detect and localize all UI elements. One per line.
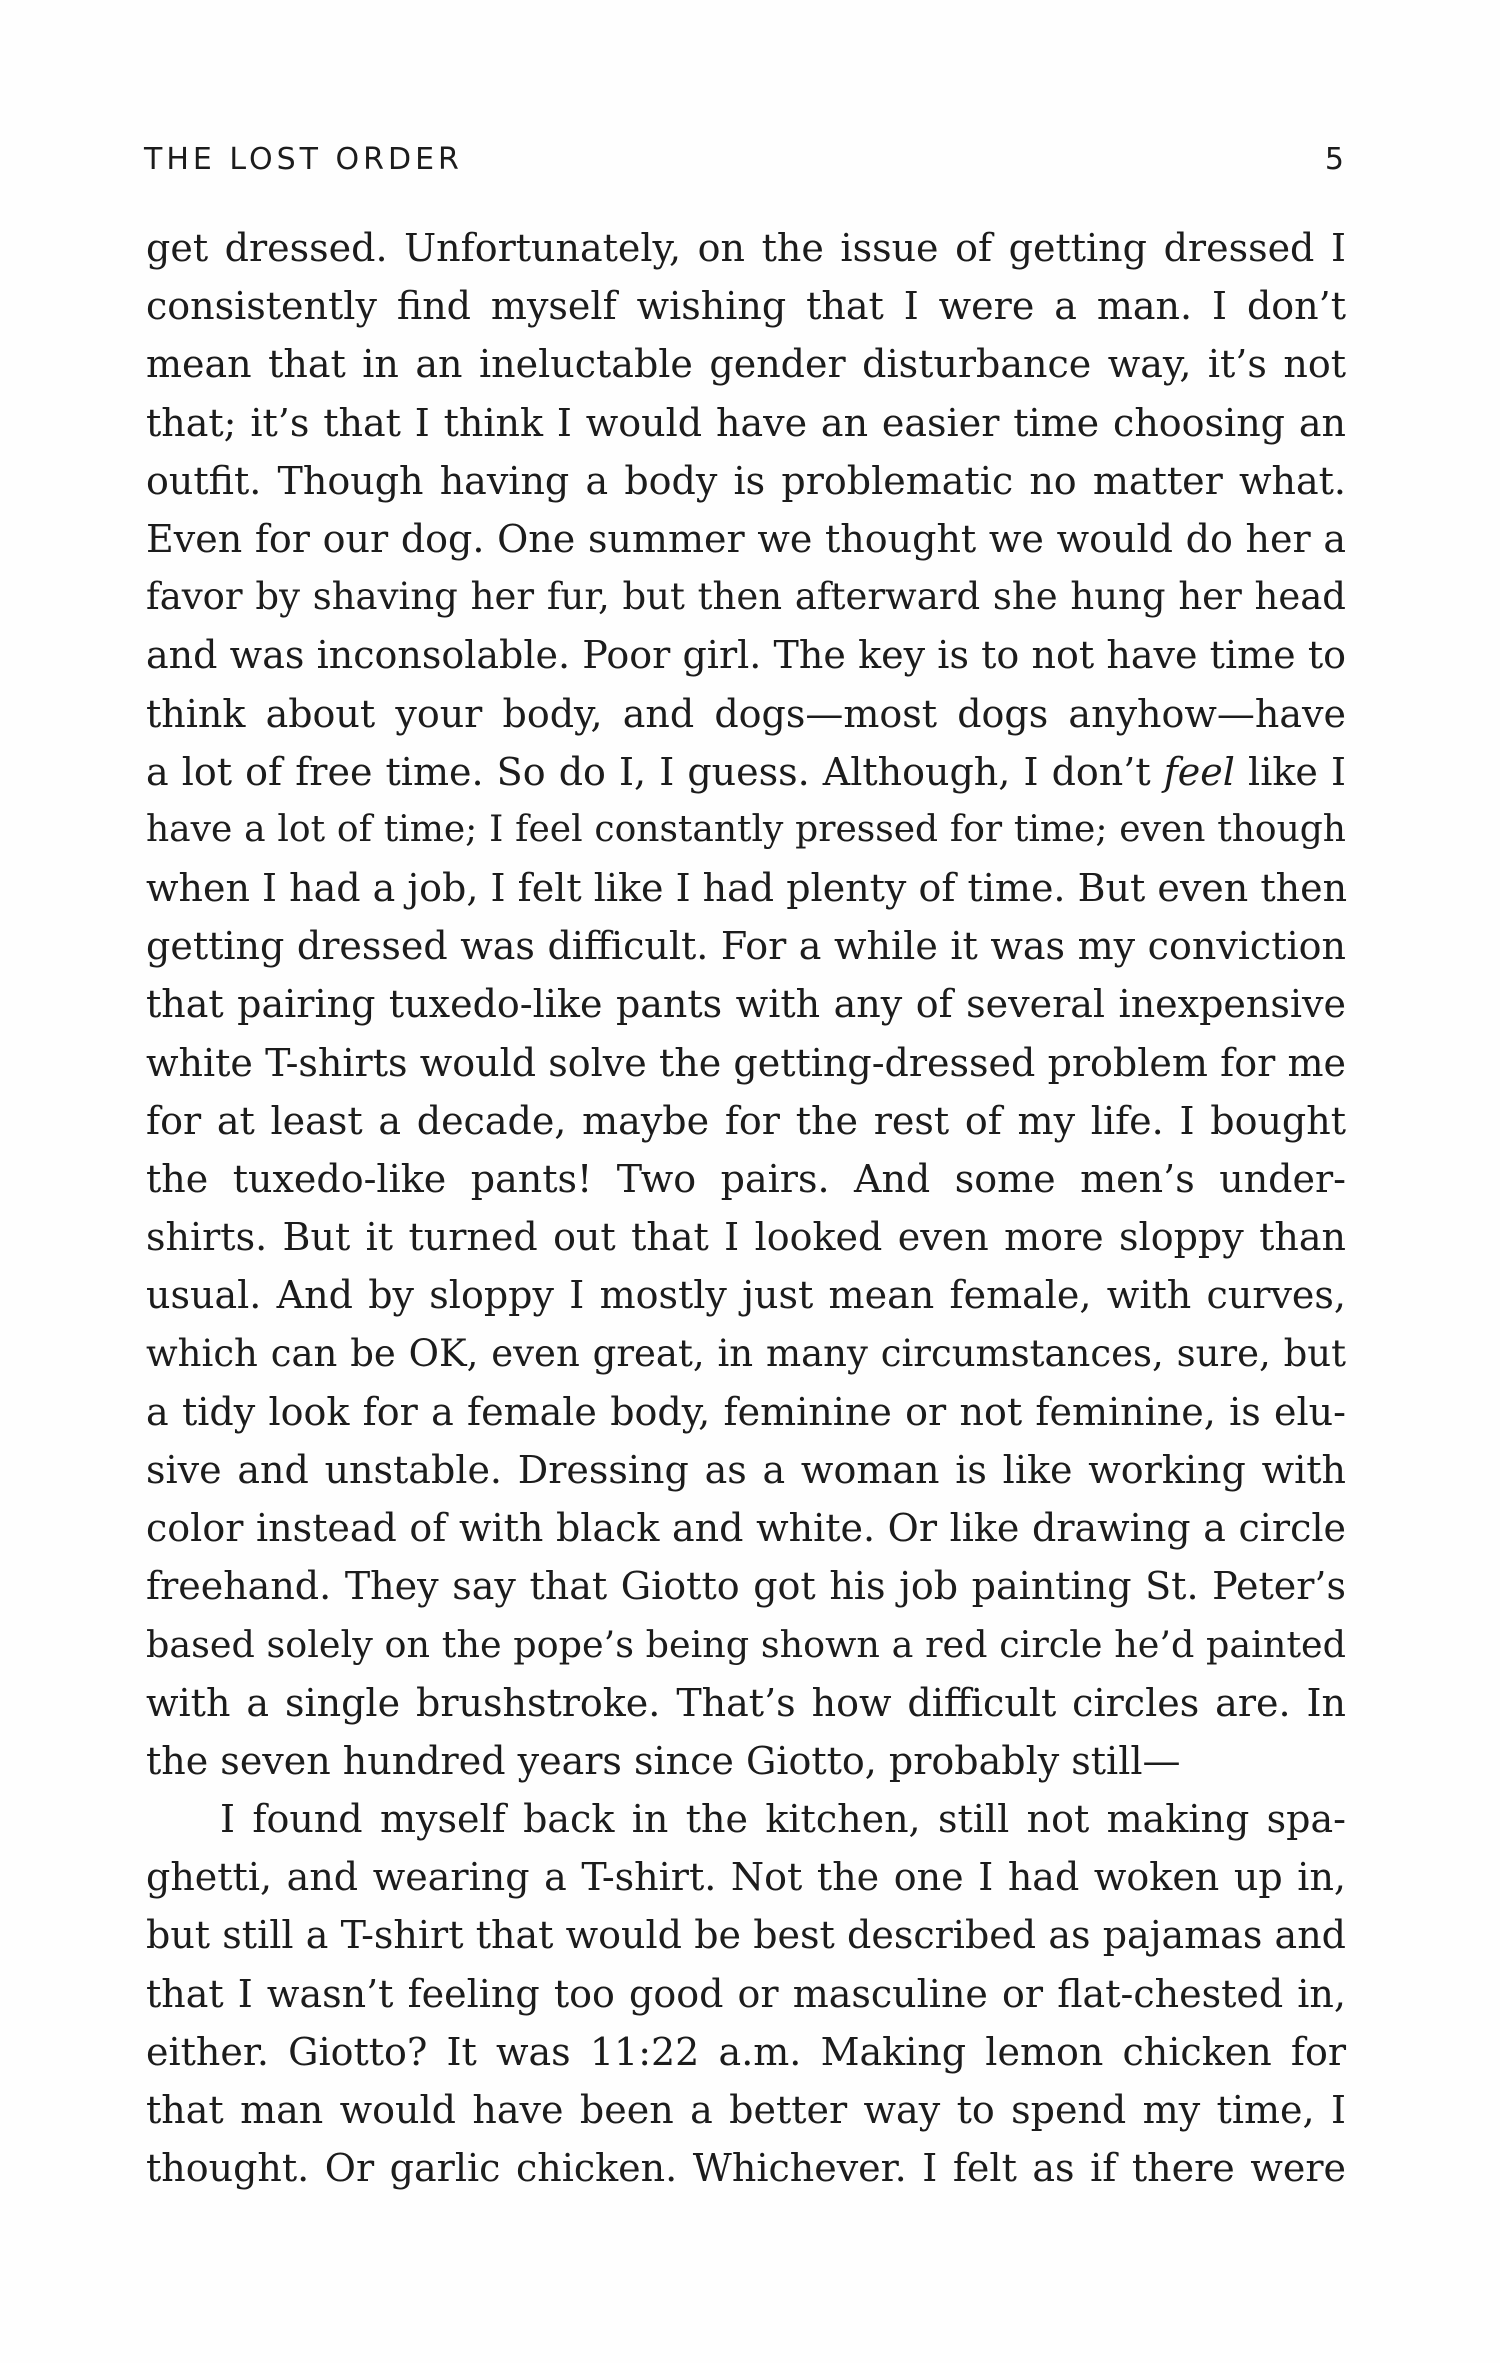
text-line: a tidy look for a female body, feminine or not feminine, is elu-	[146, 1389, 1346, 1434]
text-line: mean that in an ineluctable gender disturbance way, it’s not	[146, 342, 1346, 387]
text-line: sive and unstable. Dressing as a woman is like working with	[146, 1447, 1346, 1492]
body-text	[146, 219, 1346, 2197]
text-line: for at least a decade, maybe for the rest of my life. I bought	[146, 1098, 1346, 1143]
text-line: when I had a job, I felt like I had plenty of time. But even then	[146, 866, 1348, 911]
text-line: shirts. But it turned out that I looked even more sloppy than	[146, 1215, 1346, 1260]
text-line: usual. And by sloppy I mostly just mean female, with curves,	[146, 1273, 1346, 1318]
text-line: outfit. Though having a body is problematic no matter what.	[146, 458, 1346, 503]
text-line: getting dressed was difficult. For a while it was my conviction	[146, 924, 1346, 969]
text-line: that I wasn’t feeling too good or masculine or flat-chested in,	[146, 1971, 1346, 2016]
text-line: thought. Or garlic chicken. Whichever. I felt as if there were	[146, 2146, 1346, 2191]
running-title: THE LOST ORDER	[144, 142, 463, 177]
running-head	[144, 140, 1344, 180]
text-line: freehand. They say that Giotto got his job painting St. Peter’s	[146, 1564, 1346, 1609]
page-number: 5	[1324, 142, 1344, 177]
text-line: that pairing tuxedo-like pants with any of several inexpensive	[146, 982, 1346, 1027]
text-line: and was inconsolable. Poor girl. The key is to not have time to	[146, 633, 1346, 678]
text-line: get dressed. Unfortunately, on the issue of getting dressed I	[146, 226, 1346, 270]
paragraph-start-line: I found myself back in the kitchen, still not making spa-	[220, 1797, 1346, 1842]
text-line: but still a T-shirt that would be best described as pajamas and	[146, 1913, 1346, 1958]
paragraph-end-line: the seven hundred years since Giotto, probably still—	[146, 1738, 1181, 1783]
text-line: ghetti, and wearing a T-shirt. Not the one I had woken up in,	[146, 1855, 1346, 1900]
text-line: the tuxedo-like pants! Two pairs. And some men’s under-	[146, 1157, 1346, 1201]
text-segment: a lot of free time. So do I, I guess. Although, I don’t	[146, 749, 1164, 794]
text-line: favor by shaving her fur, but then afterward she hung her head	[146, 575, 1346, 619]
text-segment: like I	[1234, 749, 1346, 794]
text-line: that man would have been a better way to spend my time, I	[146, 2088, 1346, 2132]
text-line: have a lot of time; I feel constantly pressed for time; even though	[146, 808, 1346, 850]
text-line: either. Giotto? It was 11:22 a.m. Making lemon chicken for	[146, 2029, 1346, 2074]
text-line: color instead of with black and white. Or like drawing a circle	[146, 1506, 1346, 1551]
text-line: Even for our dog. One summer we thought we would do her a	[146, 516, 1346, 561]
text-line: white T-shirts would solve the getting-dressed problem for me	[146, 1040, 1346, 1085]
text-line: which can be OK, even great, in many circumstances, sure, but	[146, 1331, 1346, 1375]
emphasized-word: feel	[1163, 749, 1235, 794]
text-line: think about your body, and dogs—most dogs anyhow—have	[146, 691, 1346, 736]
text-line: consistently find myself wishing that I were a man. I don’t	[146, 284, 1346, 329]
text-line-with-emphasis	[146, 743, 1346, 801]
text-line: that; it’s that I think I would have an easier time choosing an	[146, 400, 1346, 445]
text-line: with a single brushstroke. That’s how difficult circles are. In	[146, 1680, 1346, 1725]
text-line: based solely on the pope’s being shown a red circle he’d painted	[146, 1622, 1346, 1666]
